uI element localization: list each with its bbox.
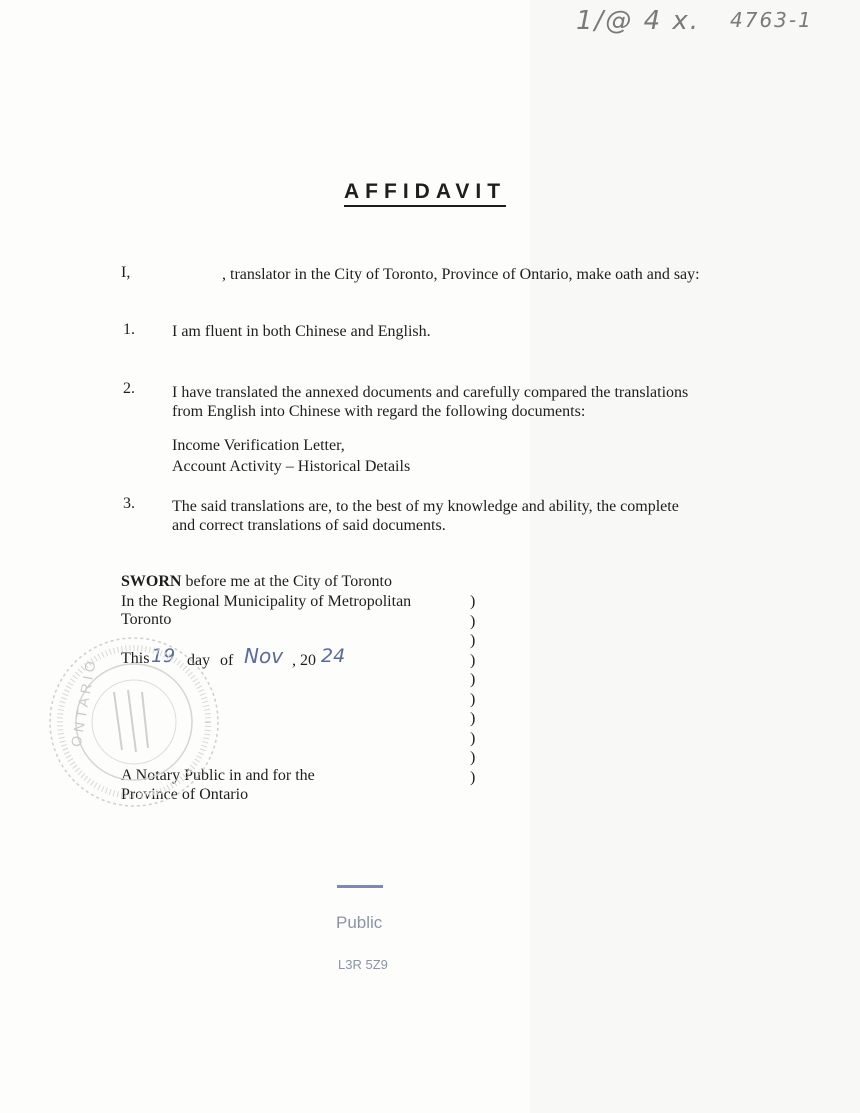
seal-text: ONTARIO xyxy=(67,655,100,749)
item-line: The said translations are, to the best of my knowledge and ability, the complete xyxy=(172,498,679,515)
stamp-line: Public xyxy=(336,913,383,932)
paren: ) xyxy=(470,768,476,786)
item-number: 3. xyxy=(123,495,135,512)
document-item: Income Verification Letter, xyxy=(172,437,345,454)
item-line: I have translated the annexed documents and carefully compared the translations xyxy=(172,384,689,401)
sworn-label: SWORN xyxy=(121,573,182,590)
date-this: This xyxy=(121,650,150,667)
intro-prefix: I, xyxy=(121,264,131,281)
paren: ) xyxy=(470,612,476,630)
paren: ) xyxy=(470,749,476,766)
stamp-line: L3R 5Z9 xyxy=(338,957,388,972)
redacted-name xyxy=(135,265,223,284)
sworn-line xyxy=(121,571,392,592)
stamp-rule xyxy=(337,885,383,888)
date-of: of xyxy=(220,652,234,669)
date-year-value: 24 xyxy=(321,645,346,667)
intro-text: , translator in the City of Toronto, Province of Ontario, make oath and say: xyxy=(222,266,700,283)
notary-line: A Notary Public in and for the xyxy=(121,767,315,784)
sworn-rest: before me at the City of Toronto xyxy=(185,573,392,590)
paren: ) xyxy=(470,690,476,708)
document-title: AFFIDAVIT xyxy=(344,180,506,207)
item-number: 1. xyxy=(123,321,135,338)
file-number: 4763-1 xyxy=(730,8,813,32)
item-number: 2. xyxy=(123,380,135,397)
document-item: Account Activity – Historical Details xyxy=(172,458,411,475)
paren: ) xyxy=(470,729,476,747)
paren: ) xyxy=(470,593,476,610)
item-line: from English into Chinese with regard the following documents: xyxy=(172,403,586,420)
paren: ) xyxy=(470,671,476,688)
date-day-value: 19 xyxy=(151,645,176,667)
paren: ) xyxy=(470,710,476,727)
handwritten-note: 1/@ 4 x. xyxy=(576,6,701,36)
date-year-prefix: , 20 xyxy=(292,652,316,669)
notary-line: Province of Ontario xyxy=(121,786,249,803)
date-day-label: day xyxy=(187,652,211,669)
date-month-value: Nov xyxy=(244,644,284,668)
parenthesis-column xyxy=(470,592,475,787)
item-line: and correct translations of said documents. xyxy=(172,517,446,534)
scan-shade xyxy=(530,0,860,1113)
jurat-line: Toronto xyxy=(121,611,172,628)
jurat-line: In the Regional Municipality of Metropolitan xyxy=(121,593,412,610)
paren: ) xyxy=(470,651,476,669)
paren: ) xyxy=(470,632,476,649)
item-line: I am fluent in both Chinese and English. xyxy=(172,323,431,340)
